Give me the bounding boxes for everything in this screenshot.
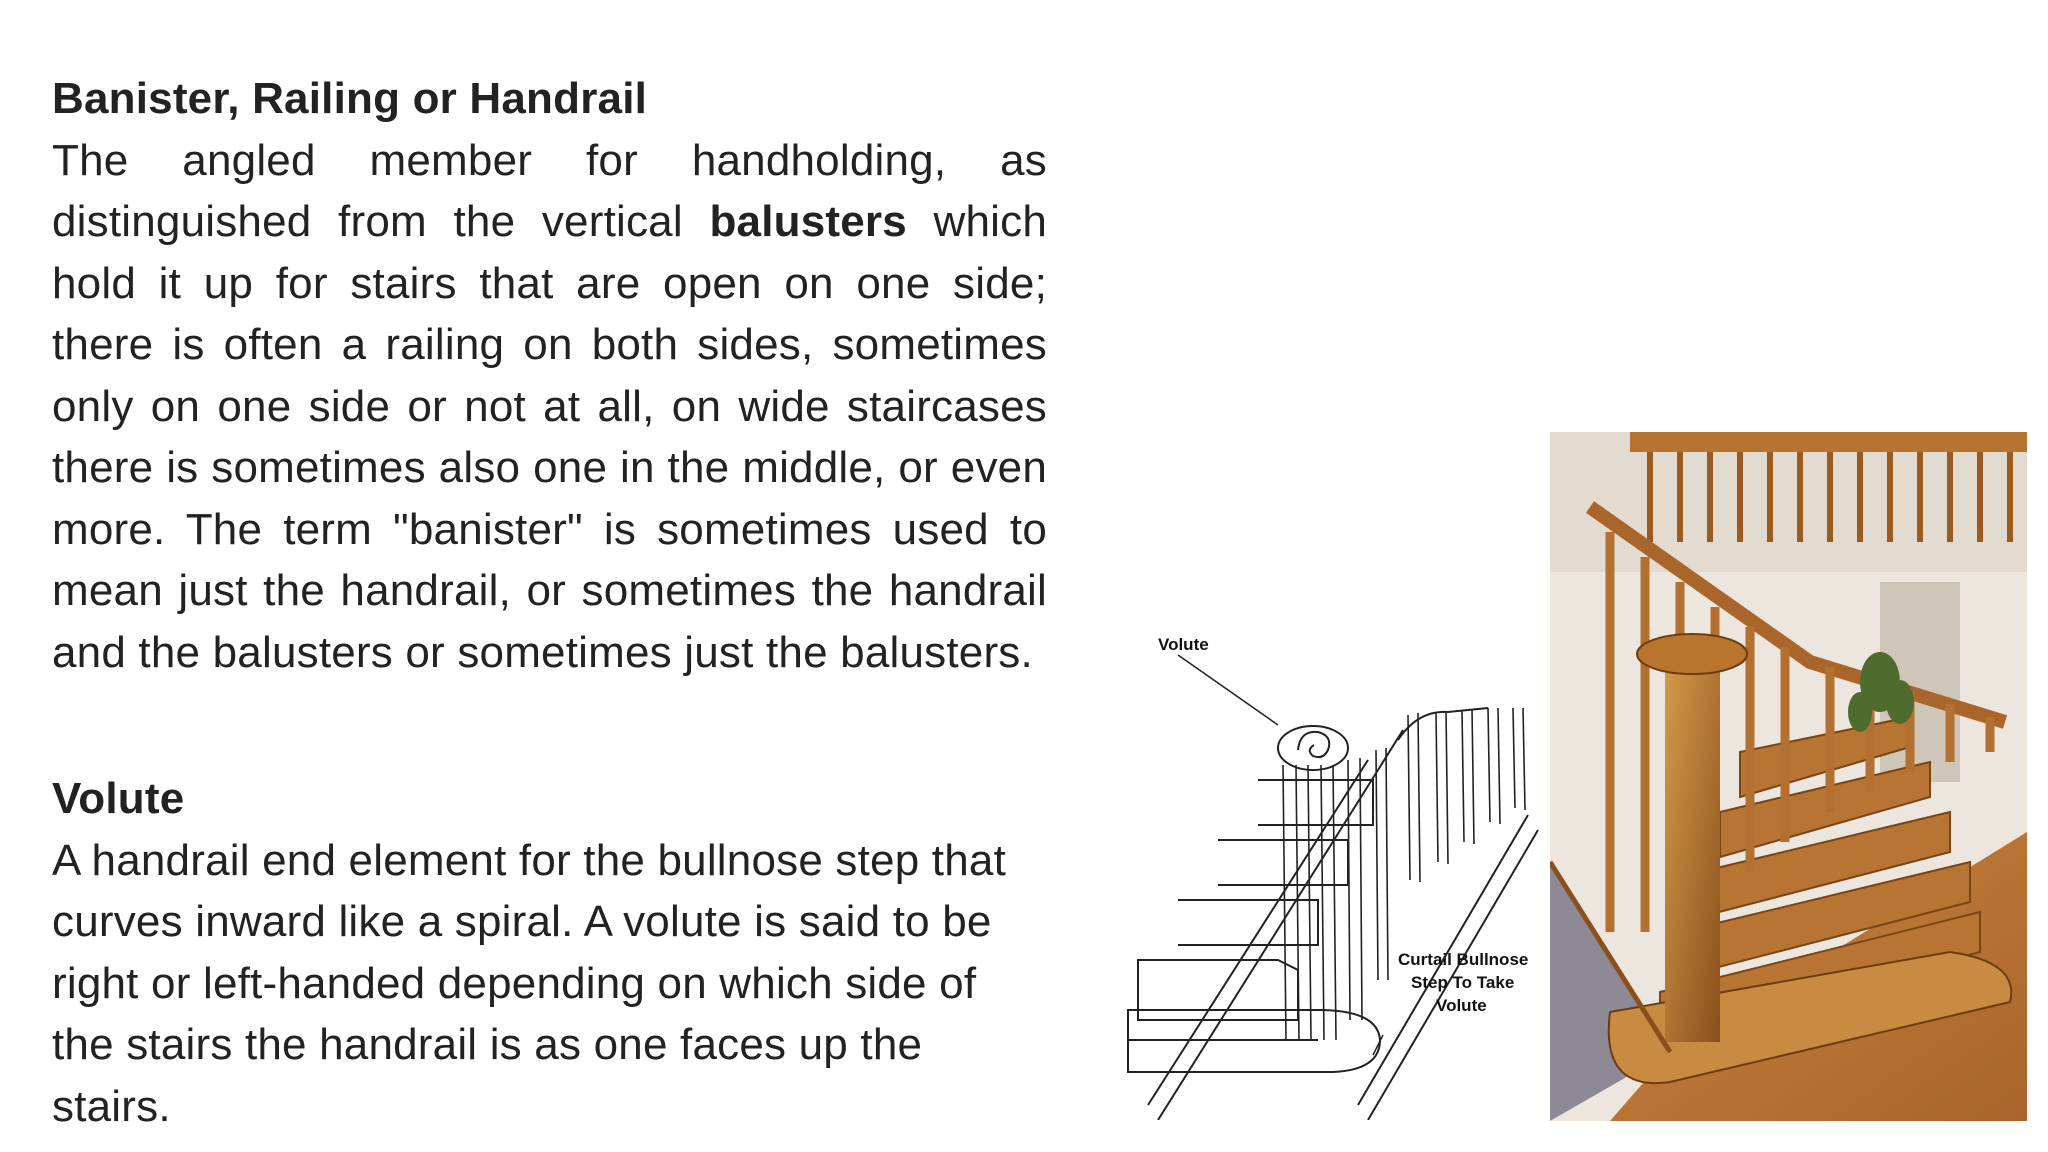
volute-label: Volute bbox=[1158, 635, 1209, 654]
banister-section bbox=[52, 68, 1047, 683]
banister-text-start: The angled member for handholding, as distinguished from the vertical bbox=[52, 135, 1047, 246]
balusters-term: balusters bbox=[709, 197, 907, 246]
curtail-label-line2: Step To Take bbox=[1411, 973, 1515, 992]
volute-stair-diagram bbox=[1118, 600, 1548, 1120]
wooden-staircase-photo bbox=[1550, 432, 2027, 1121]
banister-text-end: which hold it up for stairs that are open on one side; there is often a railing on both sides, sometimes only on one side or not at all, on wide staircases there is sometimes also one in the middle, or even more. The term "banister" is sometimes used to mean just the handrail, or sometimes the handrail and the balusters or sometimes just the balusters. bbox=[52, 197, 1047, 677]
curtail-label-line3: Volute bbox=[1436, 996, 1487, 1015]
volute-section bbox=[52, 768, 1042, 1137]
banister-description bbox=[52, 130, 1047, 684]
volute-heading: Volute bbox=[52, 774, 185, 823]
banister-heading: Banister, Railing or Handrail bbox=[52, 74, 648, 123]
curtail-label-line1: Curtail Bullnose bbox=[1398, 950, 1529, 969]
volute-description: A handrail end element for the bullnose step that curves inward like a spiral. A volute is said to be right or left-handed depending on which side of the stairs the handrail is as one faces up the stairs. bbox=[52, 835, 1006, 1131]
